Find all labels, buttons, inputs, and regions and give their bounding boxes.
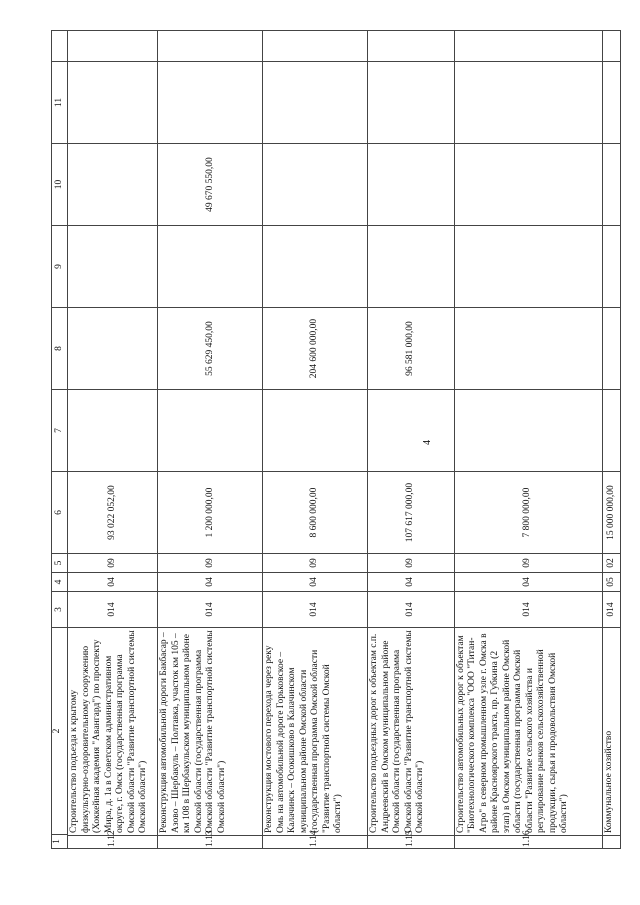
row-name: Реконструкция автомобильной дороги Бакбасар – Азово – Шербакуль – Полтавка, участок км 105 – км 108 в Шербакульском муниципальном районе Омской области (государственная программа Омской области "Развитие транспортной системы Омской области") bbox=[158, 628, 263, 836]
row-name: Коммунальное хозяйство bbox=[602, 628, 620, 836]
header-cell-9: 9 bbox=[52, 226, 68, 308]
row-amount-7 bbox=[263, 390, 368, 472]
row-amount-6: 15 000 000,00 bbox=[602, 472, 620, 554]
row-amount-10 bbox=[602, 144, 620, 226]
header-cell-8: 8 bbox=[52, 308, 68, 390]
header-row bbox=[52, 31, 68, 849]
row-amount-8: 204 600 000,00 bbox=[263, 308, 368, 390]
header-cell-7: 7 bbox=[52, 390, 68, 472]
row-amount-10 bbox=[368, 144, 454, 226]
row-amount-9 bbox=[454, 226, 602, 308]
row-code-3: 014 bbox=[454, 592, 602, 628]
table-row bbox=[263, 31, 368, 849]
row-amount-6: 93 022 052,00 bbox=[68, 472, 158, 554]
row-amount-7 bbox=[68, 390, 158, 472]
row-extra bbox=[263, 31, 368, 62]
row-code-4: 04 bbox=[68, 573, 158, 592]
table-body bbox=[52, 31, 621, 849]
row-code-4: 04 bbox=[454, 573, 602, 592]
row-index bbox=[602, 836, 620, 849]
row-extra bbox=[368, 31, 454, 62]
row-amount-6: 8 600 000,00 bbox=[263, 472, 368, 554]
row-amount-11 bbox=[263, 62, 368, 144]
row-amount-7 bbox=[158, 390, 263, 472]
row-name: Реконструкция мостового перехода через реку Омь на автомобильной дороге Горьковское – Калачинск – Осокишково в Калачинском муниципальном районе Омской области (государственная программа Омской области "Развитие транспортной системы Омской области") bbox=[263, 628, 368, 836]
row-code-3: 014 bbox=[602, 592, 620, 628]
table-row bbox=[158, 31, 263, 849]
row-amount-9 bbox=[68, 226, 158, 308]
row-name: Строительство подъезда к крытому физкультурно-оздоровительному сооружению (Хоккейная академия "Авангард") по проспекту Мира, д. 1а в Советском административном округе, г. Омск (государственная программа Омской области "Развитие транспортной системы Омской области") bbox=[68, 628, 158, 836]
row-amount-9 bbox=[368, 226, 454, 308]
row-code-5: 09 bbox=[368, 554, 454, 573]
row-amount-9 bbox=[263, 226, 368, 308]
row-amount-8 bbox=[454, 308, 602, 390]
header-cell-extra bbox=[52, 31, 68, 62]
row-code-4: 05 bbox=[602, 573, 620, 592]
row-index: 1.15 bbox=[368, 836, 454, 849]
page-number: 4 bbox=[422, 440, 433, 445]
row-amount-11 bbox=[368, 62, 454, 144]
row-amount-8: 55 629 450,00 bbox=[158, 308, 263, 390]
row-amount-8 bbox=[602, 308, 620, 390]
budget-table bbox=[51, 30, 621, 849]
row-amount-8: 96 581 000,00 bbox=[368, 308, 454, 390]
row-code-3: 014 bbox=[158, 592, 263, 628]
row-code-5: 09 bbox=[68, 554, 158, 573]
row-code-4: 04 bbox=[158, 573, 263, 592]
row-amount-11 bbox=[602, 62, 620, 144]
row-amount-11 bbox=[158, 62, 263, 144]
header-cell-1: 1 bbox=[52, 834, 67, 848]
row-code-5: 09 bbox=[158, 554, 263, 573]
row-index: 1.12 bbox=[68, 836, 158, 849]
row-code-4: 04 bbox=[263, 573, 368, 592]
header-cell-5: 5 bbox=[52, 554, 68, 573]
row-amount-11 bbox=[454, 62, 602, 144]
row-index: 1.13 bbox=[158, 836, 263, 849]
header-cell-2: 2 bbox=[52, 728, 62, 734]
row-code-5: 02 bbox=[602, 554, 620, 573]
row-amount-8 bbox=[68, 308, 158, 390]
header-cell-4: 4 bbox=[52, 573, 68, 592]
row-extra bbox=[602, 31, 620, 62]
row-amount-9 bbox=[602, 226, 620, 308]
row-extra bbox=[68, 31, 158, 62]
row-amount-7 bbox=[368, 390, 454, 472]
row-amount-7 bbox=[454, 390, 602, 472]
row-name: Строительство подъездных дорог к объектам с.п. Андреевский в Омском муниципальном районе Омской области (государственная программа Омской области "Развитие транспортной системы Омской области") bbox=[368, 628, 454, 836]
table-row bbox=[602, 31, 620, 849]
row-amount-11 bbox=[68, 62, 158, 144]
row-index: 1.16 bbox=[454, 836, 602, 849]
header-cell-11: 11 bbox=[52, 62, 68, 144]
header-cell-3: 3 bbox=[52, 592, 68, 628]
header-cell bbox=[52, 628, 68, 849]
row-amount-10 bbox=[454, 144, 602, 226]
header-cell-10: 10 bbox=[52, 144, 68, 226]
row-amount-10: 49 670 550,00 bbox=[158, 144, 263, 226]
row-extra bbox=[158, 31, 263, 62]
table-row bbox=[68, 31, 158, 849]
row-amount-9 bbox=[158, 226, 263, 308]
row-index: 1.14 bbox=[263, 836, 368, 849]
budget-table-sheet bbox=[51, 31, 621, 849]
table-row bbox=[368, 31, 454, 849]
row-code-3: 014 bbox=[368, 592, 454, 628]
row-amount-7 bbox=[602, 390, 620, 472]
row-amount-6: 1 200 000,00 bbox=[158, 472, 263, 554]
row-code-5: 09 bbox=[454, 554, 602, 573]
table-row bbox=[454, 31, 602, 849]
row-amount-10 bbox=[68, 144, 158, 226]
header-cell-6: 6 bbox=[52, 472, 68, 554]
row-code-3: 014 bbox=[68, 592, 158, 628]
row-amount-6: 107 617 000,00 bbox=[368, 472, 454, 554]
row-amount-6: 7 800 000,00 bbox=[454, 472, 602, 554]
row-amount-10 bbox=[263, 144, 368, 226]
row-name: Строительство автомобильных дорог к объектам "Биотехнологического комплекса "ООО "Титан-Агро" в северном промышленном узле г. Омска в районе Красноярского тракта, пр. Губкина (2 этап) в Омском муниципальном районе Омской области (государственная программа Омской области "Развитие сельского хозяйства и регулирование рынков сельскохозяйственной продукции, сырья и продовольствия Омской области") bbox=[454, 628, 602, 836]
row-extra bbox=[454, 31, 602, 62]
row-code-3: 014 bbox=[263, 592, 368, 628]
row-code-5: 09 bbox=[263, 554, 368, 573]
row-code-4: 04 bbox=[368, 573, 454, 592]
